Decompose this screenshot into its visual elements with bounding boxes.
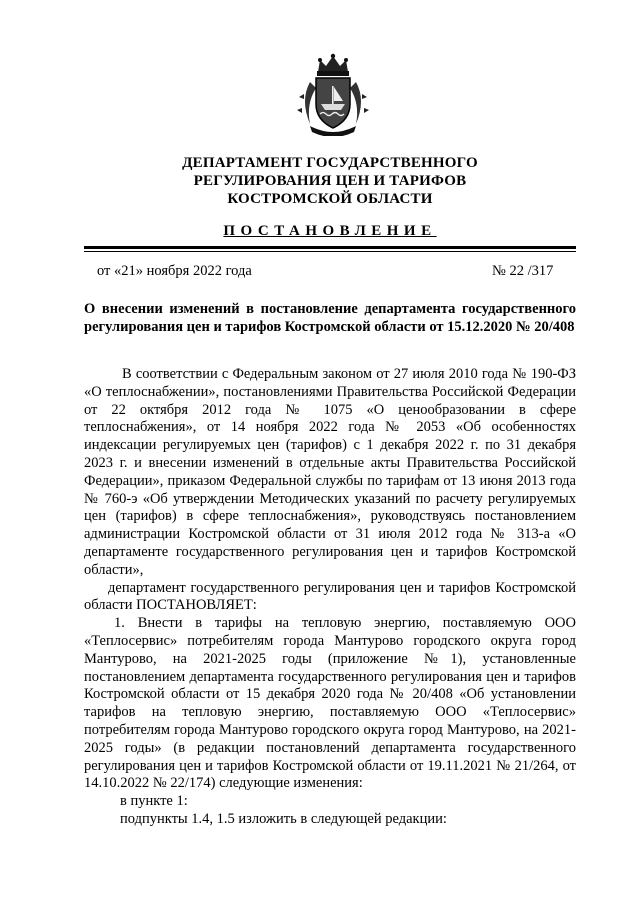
document-type-title: ПОСТАНОВЛЕНИЕ bbox=[223, 223, 437, 239]
clause-1-subitem-paragraph: в пункте 1: bbox=[120, 793, 188, 810]
department-name-line-1: ДЕПАРТАМЕНТ ГОСУДАРСТВЕННОГО bbox=[182, 155, 478, 171]
header-divider-thick bbox=[84, 246, 576, 249]
preamble-paragraph: В соответствии с Федеральным законом от 27 июля 2010 года № 190-ФЗ «О теплоснабжении», постановлениями Правительства Российской Федерации от 22 октября 2012 года № 1075 «О ценообразовании в сфере теплоснабжения», от 14 ноября 2022 года № 2053 «Об особенностях индексации регулируемых цен (тарифов) с 1 декабря 2022 г. по 31 декабря 2023 г. и внесении изменений в отдельные акты Правительства Российской Федерации», приказом Федеральной службы по тарифам от 13 июня 2013 года № 760-э «Об утверждении Методических указаний по расчету регулируемых цен (тарифов) в сфере теплоснабжения», руководствуясь постановлением администрации Костромской области от 31 июля 2012 года № 313-а «О департаменте государственного регулирования цен и тарифов Костромской области», bbox=[84, 366, 576, 578]
resolution-paragraph: департамент государственного регулирования цен и тарифов Костромской области ПОСТАНОВЛЯЕТ: bbox=[84, 579, 576, 614]
clause-1-subitems-paragraph: подпункты 1.4, 1.5 изложить в следующей редакции: bbox=[120, 810, 447, 827]
coat-of-arms-emblem bbox=[296, 52, 370, 136]
document-number: № 22 /317 bbox=[492, 263, 554, 279]
department-name-line-2: РЕГУЛИРОВАНИЯ ЦЕН И ТАРИФОВ bbox=[193, 173, 467, 189]
clause-1-paragraph: 1. Внести в тарифы на тепловую энергию, поставляемую ООО «Теплосервис» потребителям города Мантурово городского округа город Мантурово, на 2021-2025 годы (приложение №1), установленные постановлением департамента государственного регулирования цен и тарифов Костромской области от 15 декабря 2020 года № 20/408 «Об установлении тарифов на тепловую энергию, поставляемую ООО «Теплосервис» потребителям города Мантурово городского округа город Мантурово, на 2021-2025 годы» (в редакции постановлений департамента государственного регулирования цен и тарифов Костромской области от 19.11.2021 № 21/264, от 14.10.2022 № 22/174) следующие изменения: bbox=[84, 615, 576, 792]
kostroma-coat-of-arms-icon bbox=[296, 52, 370, 136]
document-date: от «21» ноября 2022 года bbox=[97, 263, 252, 279]
department-name-line-3: КОСТРОМСКОЙ ОБЛАСТИ bbox=[227, 191, 433, 207]
document-body bbox=[84, 366, 576, 829]
document-subject: О внесении изменений в постановление департамента государственного регулирования цен и тарифов Костромской области от 15.12.2020 № 20/408 bbox=[84, 301, 576, 335]
header-divider-thin bbox=[84, 251, 576, 252]
